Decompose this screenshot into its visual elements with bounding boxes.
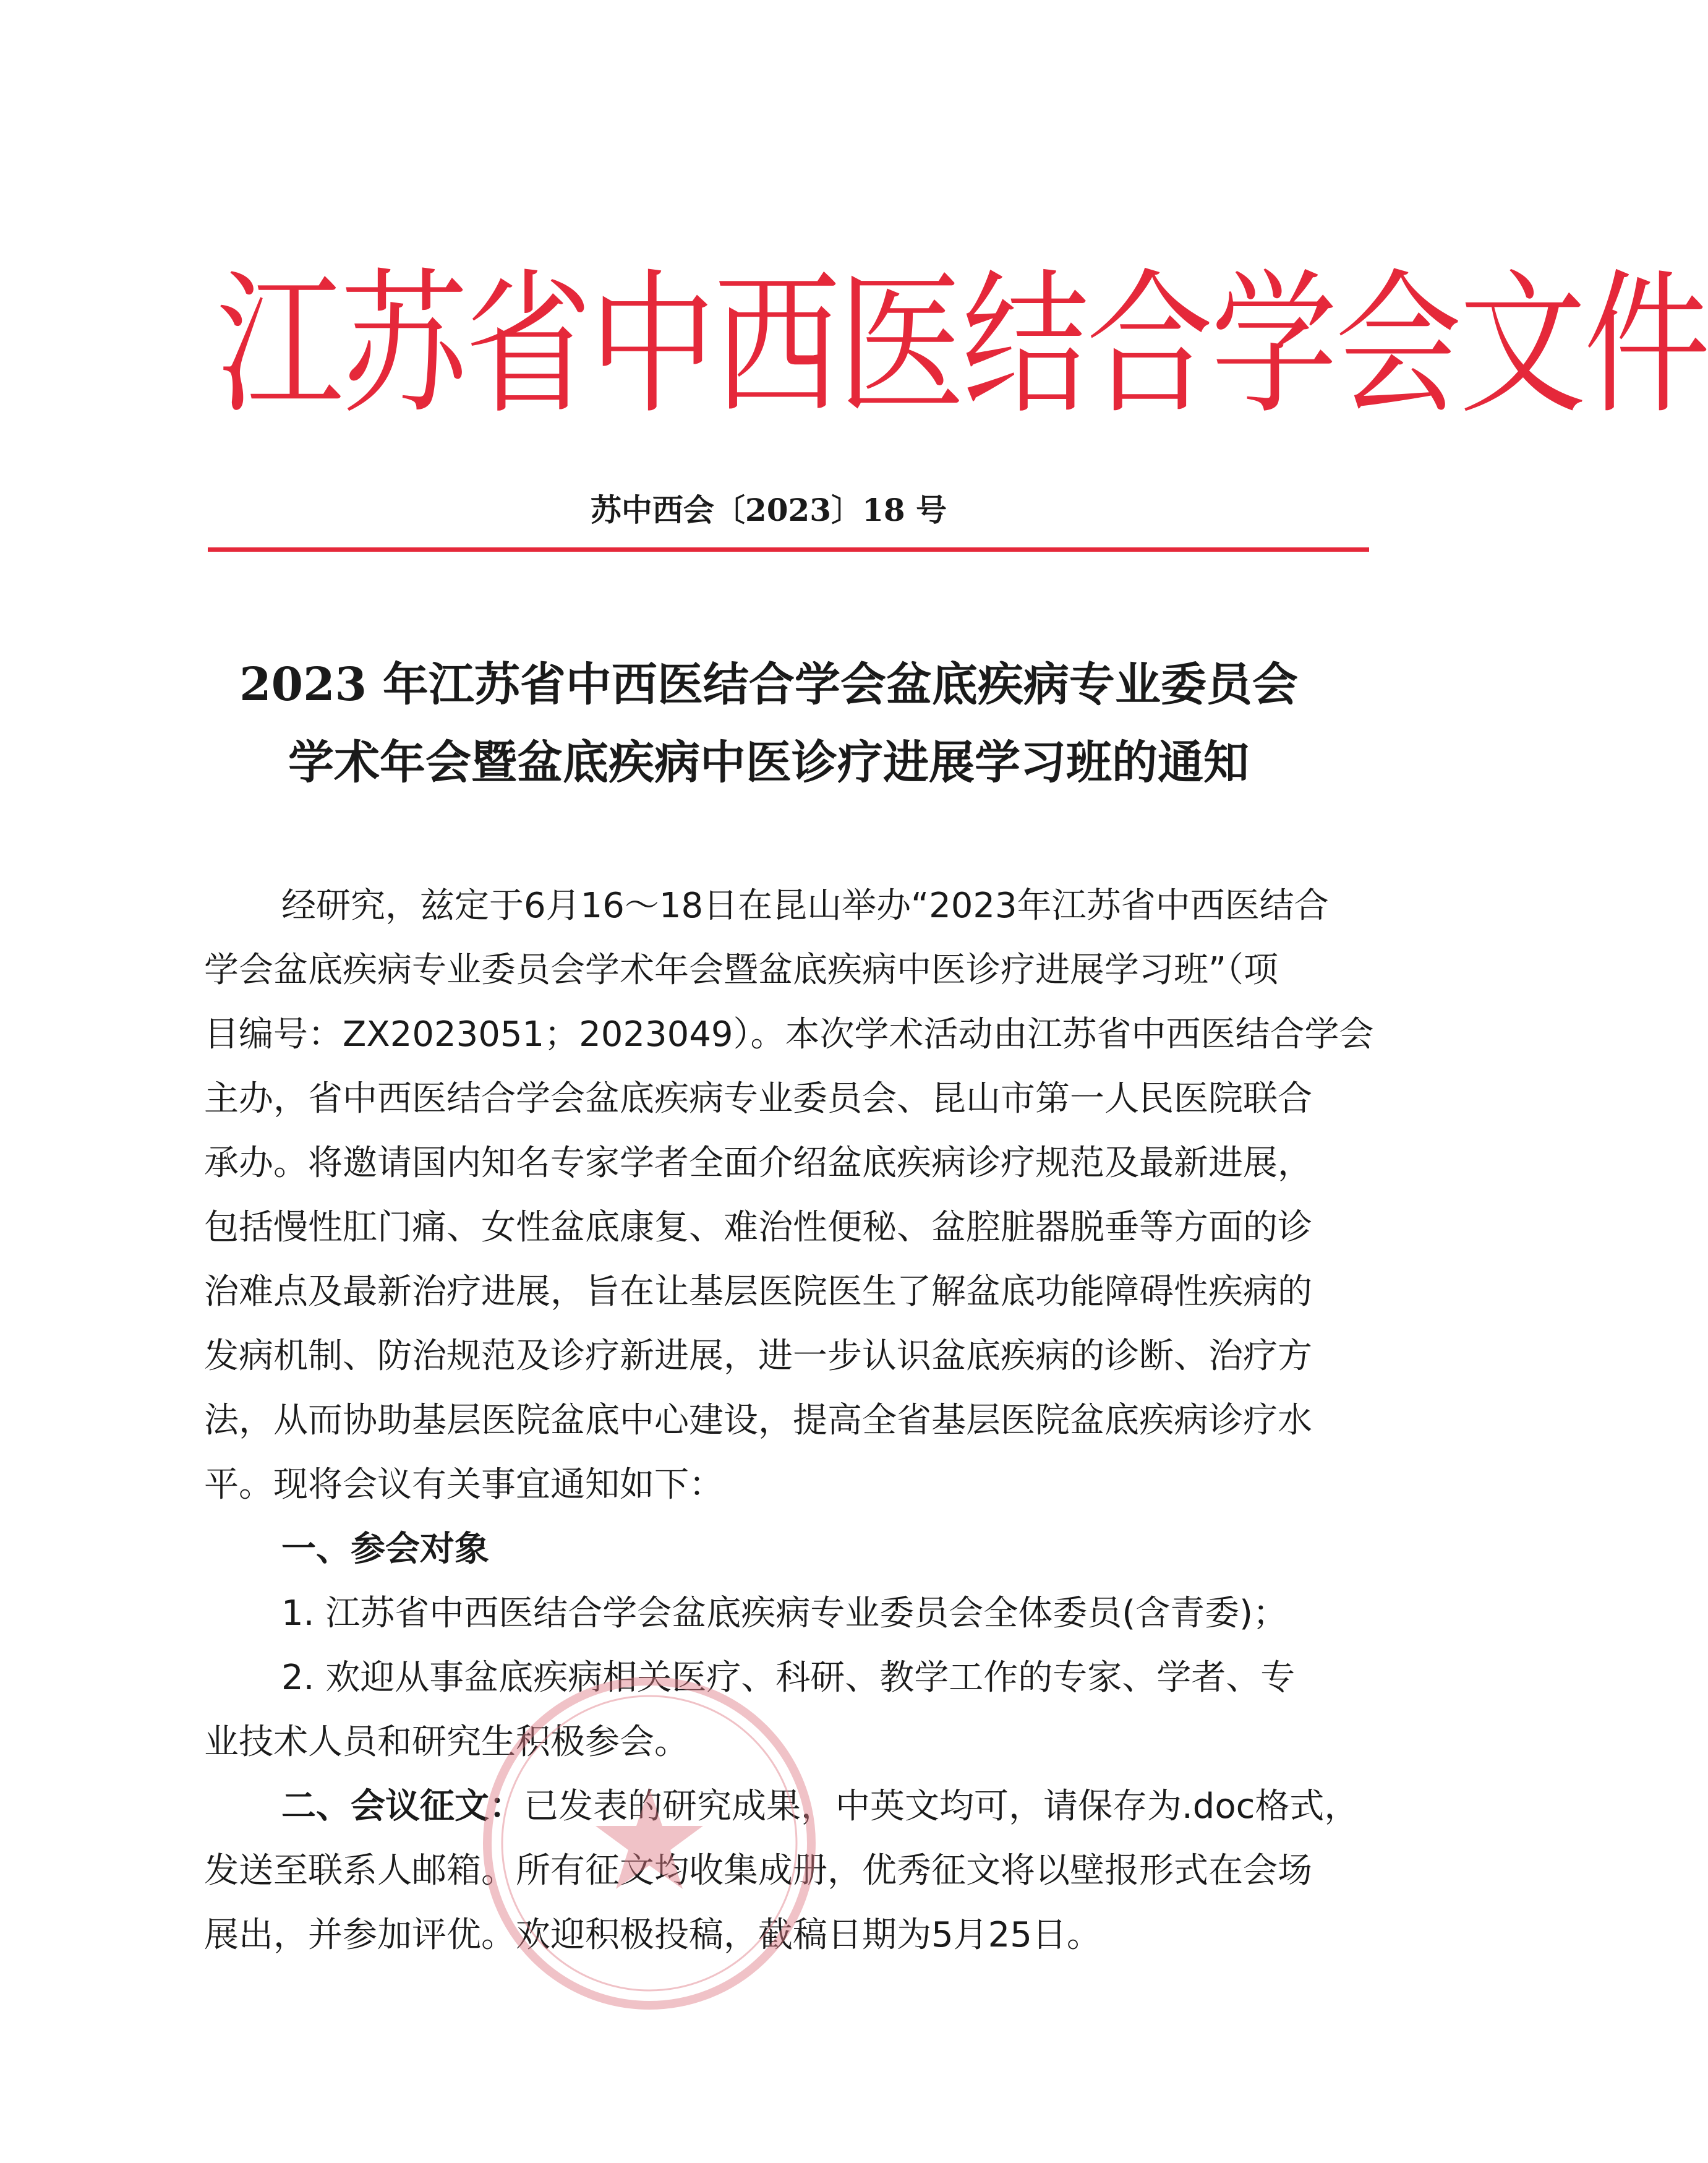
call-for-papers-line: 发送至联系人邮箱。所有征文均收集成册，优秀征文将以壁报形式在会场 (204, 1851, 1312, 1891)
section-heading-call-for-papers: 二、会议征文： (281, 1786, 524, 1827)
body-paragraph-line: 平。现将会议有关事宜通知如下： (204, 1465, 724, 1505)
call-for-papers-text: 已发表的研究成果，中英文均可，请保存为.doc格式， (524, 1786, 1359, 1827)
attendee-item-2: 2. 欢迎从事盆底疾病相关医疗、科研、教学工作的专家、学者、专 (281, 1658, 1296, 1698)
call-for-papers-line: 展出，并参加评优。欢迎积极投稿，截稿日期为5月25日。 (204, 1915, 1101, 1955)
attendee-item-2-continued: 业技术人员和研究生积极参会。 (204, 1722, 689, 1762)
call-for-papers-line (204, 1775, 1444, 1839)
body-paragraph-line: 目编号：ZX2023051；2023049）。本次学术活动由江苏省中西医结合学会 (204, 1014, 1374, 1055)
body-paragraph-line: 承办。将邀请国内知名专家学者全面介绍盆底疾病诊疗规范及最新进展， (204, 1143, 1312, 1183)
masthead-title: 江苏省中西医结合学会文件 (216, 255, 1708, 435)
official-seal-stamp (476, 1670, 822, 2016)
attendee-item-1: 1. 江苏省中西医结合学会盆底疾病专业委员会全体委员(含青委)； (281, 1593, 1287, 1634)
body-paragraph-line: 法，从而协助基层医院盆底中心建设，提高全省基层医院盆底疾病诊疗水 (204, 1400, 1312, 1441)
body-paragraph-line: 发病机制、防治规范及诊疗新进展，进一步认识盆底疾病的诊断、治疗方 (204, 1336, 1312, 1376)
body-paragraph-line: 包括慢性肛门痛、女性盆底康复、难治性便秘、盆腔脏器脱垂等方面的诊 (204, 1207, 1312, 1248)
notice-title-line-1: 2023 年江苏省中西医结合学会盆底疾病专业委员会 (239, 658, 1298, 711)
body-paragraph-line: 学会盆底疾病专业委员会学术年会暨盆底疾病中医诊疗进展学习班”（项 (204, 950, 1279, 990)
body-paragraph-line: 主办，省中西医结合学会盆底疾病专业委员会、昆山市第一人民医院联合 (204, 1079, 1312, 1119)
body-paragraph-line: 经研究，兹定于6月16～18日在昆山举办“2023年江苏省中西医结合 (281, 886, 1329, 926)
red-divider-line (208, 547, 1369, 552)
notice-title-line-2: 学术年会暨盆底疾病中医诊疗进展学习班的通知 (288, 736, 1249, 789)
document-number: 苏中西会〔2023〕18 号 (590, 492, 947, 528)
body-paragraph-line: 治难点及最新治疗进展，旨在让基层医院医生了解盆底功能障碍性疾病的 (204, 1272, 1312, 1312)
section-heading-attendees: 一、参会对象 (281, 1529, 489, 1569)
